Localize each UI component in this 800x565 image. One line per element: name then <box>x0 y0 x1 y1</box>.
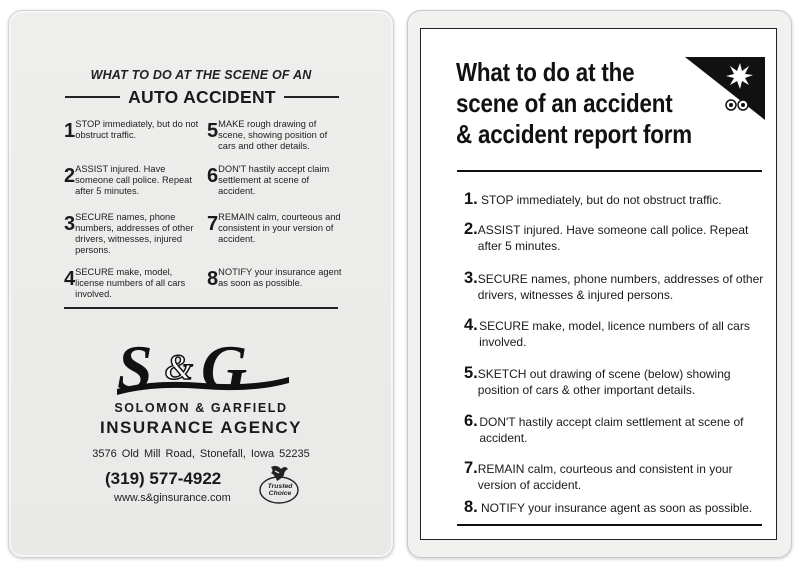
step-text: STOP immediately, but do not obstruct traffic. <box>75 119 199 140</box>
trusted-choice-text: Trusted Choice <box>267 483 293 497</box>
svg-text:&: & <box>165 347 194 387</box>
step-number: 4 <box>64 268 76 290</box>
step-text: MAKE rough drawing of scene, showing position of cars and other details. <box>218 119 328 151</box>
right-title-line3: & accident report form <box>456 119 693 149</box>
step-text: ASSIST injured. Have someone call police. Repeat after 5 minutes. <box>75 164 192 196</box>
step-number: 6 <box>207 165 219 187</box>
left-step-4 <box>64 267 199 300</box>
step-number: 6. <box>464 412 478 430</box>
left-title-line2: AUTO ACCIDENT <box>128 86 276 107</box>
bottom-divider <box>457 524 762 526</box>
step-text: NOTIFY your insurance agent as soon as possible. <box>481 501 753 515</box>
right-step-3 <box>464 270 764 303</box>
step-number: 1 <box>64 120 76 142</box>
step-text: SKETCH out drawing of scene (below) showing position of cars & other important details. <box>477 367 731 397</box>
title-rule-left <box>65 96 120 98</box>
left-step-1 <box>64 119 199 141</box>
step-text: NOTIFY your insurance agent as soon as possible. <box>218 267 342 288</box>
step-number: 5. <box>464 364 478 382</box>
left-step-3 <box>64 212 199 256</box>
right-title <box>456 57 692 150</box>
agency-website: www.s&ginsurance.com <box>114 492 231 504</box>
step-number: 5 <box>207 120 219 142</box>
right-card-panel <box>420 28 777 540</box>
step-text: ASSIST injured. Have someone call police. Repeat after 5 minutes. <box>477 223 749 253</box>
step-number: 2. <box>464 220 478 238</box>
step-number: 7. <box>464 459 478 477</box>
step-text: REMAIN calm, courteous and consistent in your version of accident. <box>477 462 733 492</box>
step-text: SECURE names, phone numbers, addresses of other drivers, witnesses, injured persons. <box>75 212 194 255</box>
step-number: 3 <box>64 213 76 235</box>
right-step-1 <box>464 191 764 208</box>
agency-phone: (319) 577-4922 <box>105 469 222 488</box>
step-number: 4. <box>464 316 478 334</box>
left-divider <box>64 307 338 309</box>
step-text: DON'T hastily accept claim settlement at scene of accident. <box>479 415 744 445</box>
agency-address: 3576 Old Mill Road, Stonefall, Iowa 52235 <box>92 448 310 460</box>
right-step-2 <box>464 221 764 254</box>
left-card <box>8 10 394 558</box>
right-step-4 <box>464 317 764 350</box>
svg-text:G: G <box>201 333 248 401</box>
left-step-8 <box>207 267 342 289</box>
trusted-choice-badge <box>257 463 301 505</box>
step-number: 1. <box>464 190 478 208</box>
company-name: SOLOMON & GARFIELD <box>114 401 288 415</box>
step-text: SECURE make, model, license numbers of all cars involved. <box>75 267 186 299</box>
step-text: SECURE names, phone numbers, addresses of other drivers, witnesses & injured persons. <box>477 272 764 302</box>
step-number: 8. <box>464 498 478 516</box>
left-step-5 <box>207 119 342 152</box>
step-number: 8 <box>207 268 219 290</box>
sg-logo-icon <box>113 333 293 401</box>
right-card <box>407 10 792 558</box>
right-title-line2: scene of an accident <box>456 88 673 118</box>
left-step-7 <box>207 212 342 245</box>
left-title-row <box>65 85 339 109</box>
right-step-5 <box>464 365 764 398</box>
right-step-8 <box>464 499 764 516</box>
left-step-6 <box>207 164 342 197</box>
title-rule-right <box>284 96 339 98</box>
car-crash-icon <box>685 57 765 120</box>
step-number: 7 <box>207 213 219 235</box>
agency-name: INSURANCE AGENCY <box>100 418 302 437</box>
step-number: 3. <box>464 269 478 287</box>
step-text: SECURE make, model, licence numbers of all cars involved. <box>479 319 750 349</box>
step-number: 2 <box>64 165 76 187</box>
step-text: DON'T hastily accept claim settlement at scene of accident. <box>218 164 330 196</box>
left-title-line1: WHAT TO DO AT THE SCENE OF AN <box>90 68 312 82</box>
left-step-2 <box>64 164 199 197</box>
right-title-line1: What to do at the <box>456 57 635 87</box>
right-step-6 <box>464 413 764 446</box>
step-text: STOP immediately, but do not obstruct traffic. <box>481 193 722 207</box>
right-step-7 <box>464 460 764 493</box>
step-text: REMAIN calm, courteous and consistent in your version of accident. <box>218 212 341 244</box>
svg-text:S: S <box>117 333 153 401</box>
title-divider <box>457 170 762 172</box>
